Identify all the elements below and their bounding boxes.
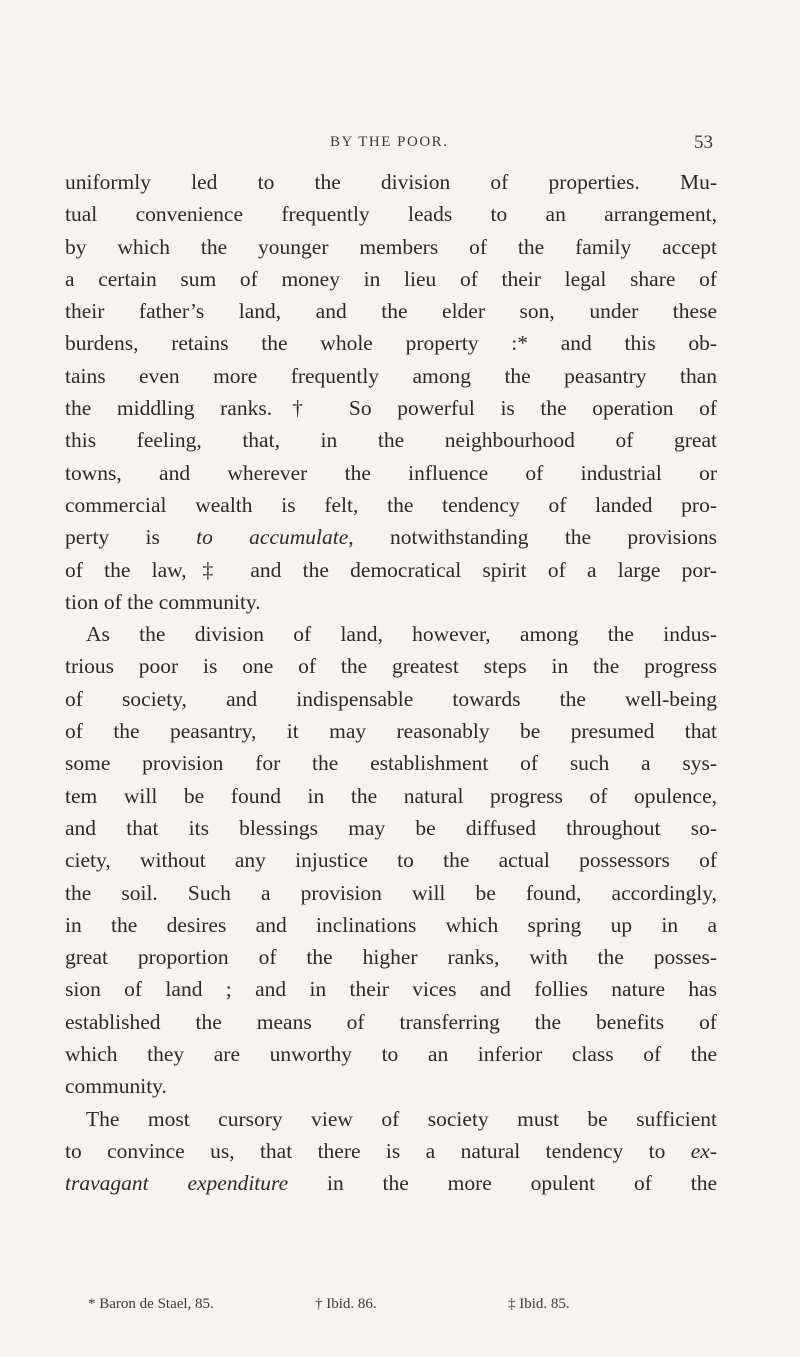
text-line xyxy=(65,360,717,392)
text-line xyxy=(65,1167,717,1199)
text-line xyxy=(65,844,717,876)
text-segment: The most cursory view of society must be sufficient xyxy=(86,1106,717,1131)
text-line xyxy=(65,973,717,1005)
text-segment: great proportion of the higher ranks, with the posses- xyxy=(65,945,717,970)
text-segment: community. xyxy=(65,1074,167,1099)
text-segment: tual convenience frequently leads to an arrangement, xyxy=(65,202,717,227)
text-line xyxy=(65,1135,717,1167)
text-line xyxy=(65,554,717,586)
running-title: BY THE POOR. xyxy=(330,134,449,150)
text-line xyxy=(65,941,717,973)
body-text xyxy=(65,166,717,1200)
text-line xyxy=(65,392,717,424)
running-head xyxy=(0,134,800,158)
text-segment: and that its blessings may be diffused throughout so- xyxy=(65,815,717,840)
text-line xyxy=(65,295,717,327)
text-line xyxy=(65,1103,717,1135)
text-line xyxy=(65,877,717,909)
text-segment: tion of the community. xyxy=(65,589,261,614)
text-line xyxy=(65,909,717,941)
text-line xyxy=(65,780,717,812)
text-segment: established the means of transferring the benefits of xyxy=(65,1009,717,1034)
text-segment: their father’s land, and the elder son, under these xyxy=(65,299,717,324)
footnote: ‡ Ibid. 85. xyxy=(508,1296,570,1312)
text-line xyxy=(65,715,717,747)
text-line xyxy=(65,231,717,263)
italic-segment: to accumulate xyxy=(196,525,349,550)
text-segment: commercial wealth is felt, the tendency of landed pro- xyxy=(65,492,717,517)
text-line xyxy=(65,747,717,779)
text-segment: perty is xyxy=(65,525,197,550)
text-segment: in the more opulent of the xyxy=(288,1171,717,1196)
text-line xyxy=(65,812,717,844)
text-line xyxy=(65,521,717,553)
text-segment: of the law,‡ and the democratical spirit of a large por- xyxy=(65,557,717,582)
text-line xyxy=(65,263,717,295)
text-line xyxy=(65,586,717,618)
footnote: † Ibid. 86. xyxy=(315,1296,377,1312)
italic-segment: ex- xyxy=(690,1138,717,1163)
text-segment: , notwithstanding the provisions xyxy=(348,525,717,550)
text-line xyxy=(65,457,717,489)
text-segment: ciety, without any injustice to the actual possessors of xyxy=(65,848,717,873)
text-line xyxy=(65,1070,717,1102)
text-line xyxy=(65,618,717,650)
text-line xyxy=(65,1006,717,1038)
text-segment: of the peasantry, it may reasonably be presumed that xyxy=(65,719,717,744)
text-line xyxy=(65,327,717,359)
text-segment: to convince us, that there is a natural tendency to xyxy=(65,1138,691,1163)
italic-segment: travagant expenditure xyxy=(65,1171,289,1196)
text-segment: this feeling, that, in the neighbourhood of great xyxy=(65,428,717,453)
text-line xyxy=(65,1038,717,1070)
text-segment: As the division of land, however, among the indus- xyxy=(86,622,717,647)
text-line xyxy=(65,683,717,715)
text-segment: uniformly led to the division of properties. Mu- xyxy=(65,170,717,194)
text-segment: by which the younger members of the family accept xyxy=(65,234,717,259)
text-segment: in the desires and inclinations which spring up in a xyxy=(65,912,717,937)
text-line xyxy=(65,650,717,682)
text-segment: tem will be found in the natural progress of opulence, xyxy=(65,783,717,808)
footnote: * Baron de Stael, 85. xyxy=(88,1296,214,1312)
text-segment: which they are unworthy to an inferior class of the xyxy=(65,1042,717,1067)
text-segment: trious poor is one of the greatest steps in the progress xyxy=(65,654,717,679)
text-segment: some provision for the establishment of such a sys- xyxy=(65,751,717,776)
text-segment: the middling ranks.† So powerful is the operation of xyxy=(65,396,717,421)
text-segment: sion of land ; and in their vices and follies nature has xyxy=(65,977,717,1002)
text-line xyxy=(65,424,717,456)
page-number: 53 xyxy=(694,132,713,153)
text-segment: of society, and indispensable towards the well-being xyxy=(65,686,717,711)
text-segment: the soil. Such a provision will be found, accordingly, xyxy=(65,880,717,905)
text-line xyxy=(65,166,717,198)
text-segment: a certain sum of money in lieu of their legal share of xyxy=(65,266,717,291)
text-segment: tains even more frequently among the peasantry than xyxy=(65,363,717,388)
text-line xyxy=(65,198,717,230)
text-segment: burdens, retains the whole property :* and this ob- xyxy=(65,331,717,356)
text-line xyxy=(65,489,717,521)
text-segment: towns, and wherever the influence of industrial or xyxy=(65,460,717,485)
